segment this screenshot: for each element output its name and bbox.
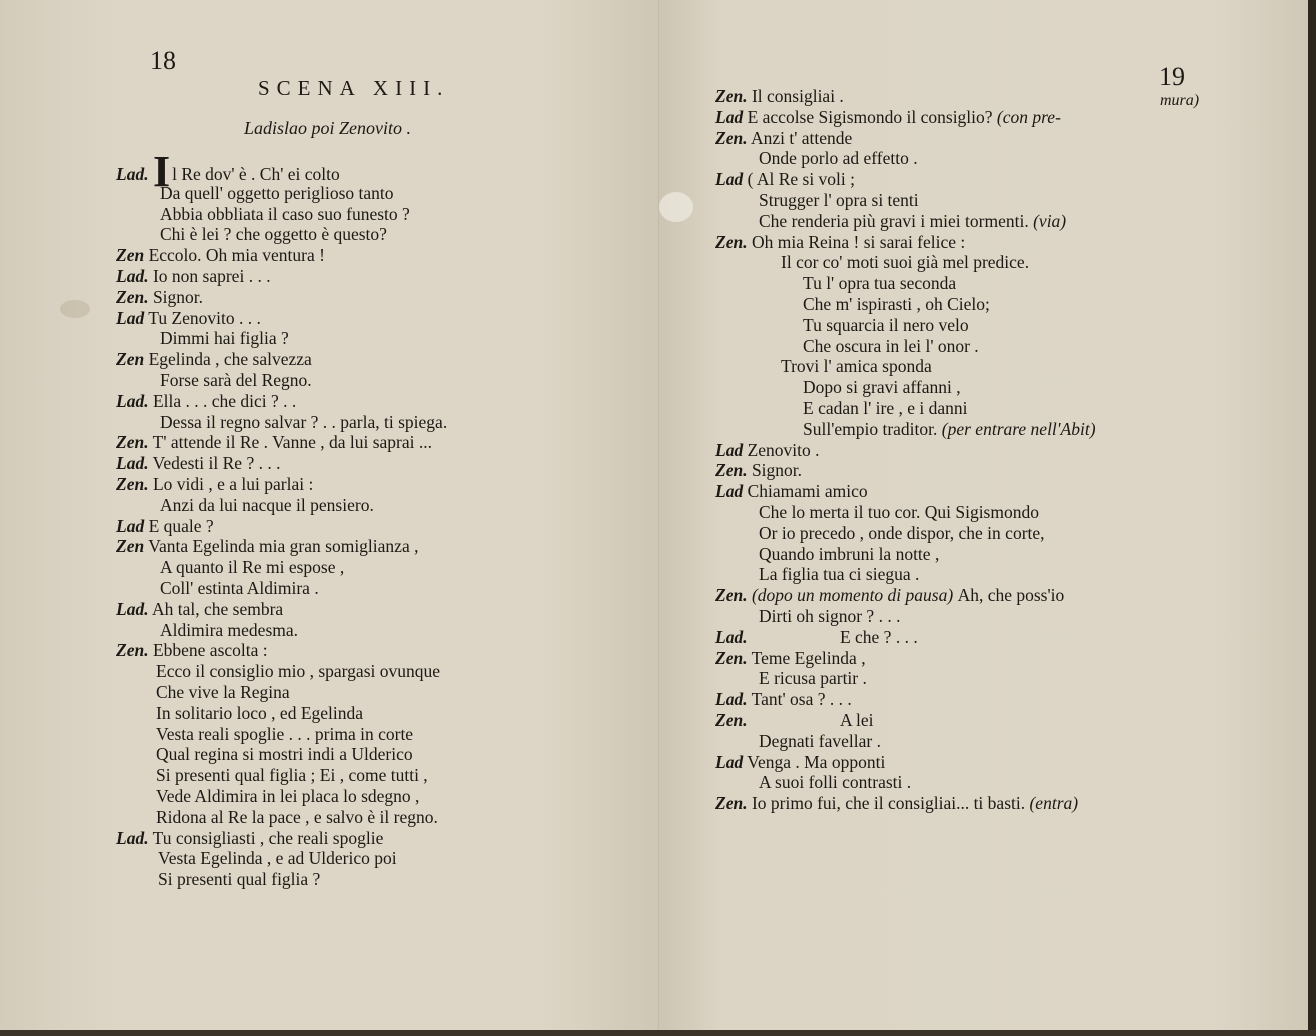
line-text: Venga . Ma opponti bbox=[747, 751, 886, 772]
right-line bbox=[715, 86, 844, 106]
speaker-label: Zen. bbox=[116, 286, 149, 307]
left-line bbox=[160, 578, 319, 598]
line-text: Tant' osa ? . . . bbox=[751, 689, 852, 710]
line-text: Signor. bbox=[152, 286, 204, 307]
speaker-label: Zen. bbox=[116, 640, 149, 661]
line-text: Tu l' opra tua seconda bbox=[803, 273, 957, 294]
left-line bbox=[156, 661, 440, 681]
line-text: Che vive la Regina bbox=[156, 682, 290, 702]
right-line bbox=[759, 523, 1045, 543]
drop-cap: I bbox=[152, 147, 171, 196]
line-text: In solitario loco , ed Egelinda bbox=[156, 702, 364, 723]
speaker-label: Lad. bbox=[116, 266, 149, 286]
right-line bbox=[715, 627, 918, 647]
stage-direction: (con pre- bbox=[996, 106, 1061, 127]
left-line bbox=[156, 807, 438, 827]
line-text: Tu Zenovito . . . bbox=[148, 307, 261, 328]
line-text: Dessa il regno salvar ? . . parla, ti spiega. bbox=[160, 411, 448, 432]
right-line bbox=[715, 232, 965, 252]
right-line bbox=[715, 169, 855, 189]
line-text: Vanta Egelinda mia gran somiglianza , bbox=[148, 536, 419, 557]
right-line bbox=[715, 107, 1061, 127]
right-line bbox=[715, 585, 1064, 605]
scene-title: SCENA XIII. bbox=[258, 76, 450, 100]
right-line bbox=[759, 190, 919, 210]
right-line bbox=[759, 606, 900, 626]
right-line bbox=[715, 648, 866, 668]
line-text: A quanto il Re mi espose , bbox=[160, 557, 345, 578]
line-text: Dimmi hai figlia ? bbox=[160, 328, 289, 349]
line-text: A lei bbox=[839, 710, 874, 730]
left-line bbox=[116, 308, 261, 328]
right-line bbox=[715, 793, 1078, 813]
right-line bbox=[803, 336, 979, 356]
speaker-label: Lad bbox=[715, 439, 744, 460]
line-text: Coll' estinta Aldimira . bbox=[160, 578, 319, 598]
line-text: Strugger l' opra si tenti bbox=[759, 190, 919, 210]
left-line bbox=[116, 391, 296, 411]
line-text: Tu consigliasti , che reali spoglie bbox=[152, 827, 384, 848]
line-text: Che m' ispirasti , oh Cielo; bbox=[803, 294, 990, 314]
speaker-label: Zen. bbox=[715, 231, 748, 252]
line-text: Quando imbruni la notte , bbox=[759, 543, 940, 564]
speaker-label: Zen. bbox=[116, 474, 149, 494]
line-text: Qual regina si mostri indi a Ulderico bbox=[156, 744, 413, 765]
line-text: Vedesti il Re ? . . . bbox=[152, 453, 281, 474]
line-text: Ebbene ascolta : bbox=[152, 640, 268, 661]
speaker-label: Zen. bbox=[715, 647, 748, 668]
speaker-label: Zen. bbox=[715, 127, 748, 148]
line-text: Ridona al Re la pace , e salvo è il regno. bbox=[156, 806, 438, 827]
line-text: Chiamami amico bbox=[747, 481, 868, 502]
line-text: Eccolo. Oh mia ventura ! bbox=[148, 245, 325, 266]
stage-direction: (via) bbox=[1033, 210, 1067, 231]
line-text: Dopo si gravi affanni , bbox=[803, 377, 961, 398]
page-number-left: 18 bbox=[150, 46, 176, 75]
left-line bbox=[160, 328, 289, 348]
speaker-label: Lad bbox=[715, 106, 744, 127]
left-line bbox=[116, 287, 203, 307]
left-line bbox=[156, 744, 413, 764]
right-line bbox=[715, 128, 852, 148]
line-text: l Re dov' è . Ch' ei colto bbox=[172, 164, 340, 184]
speaker-label: Lad. bbox=[116, 390, 149, 411]
line-text: Che oscura in lei l' onor . bbox=[803, 335, 979, 356]
right-line bbox=[803, 377, 961, 397]
line-text: ( Al Re si voli ; bbox=[747, 169, 856, 190]
line-text: Zenovito . bbox=[747, 439, 820, 460]
stage-direction: (entra) bbox=[1029, 793, 1079, 814]
right-page bbox=[658, 0, 1309, 1030]
line-text: Aldimira medesma. bbox=[160, 619, 299, 640]
line-text: Ecco il consiglio mio , spargasi ovunque bbox=[156, 661, 441, 682]
right-line bbox=[759, 148, 918, 168]
speaker-label: Zen. bbox=[715, 710, 748, 730]
scene-characters: Ladislao poi Zenovito . bbox=[244, 118, 412, 138]
speaker-label: Lad. bbox=[715, 626, 748, 647]
line-text: Trovi l' amica sponda bbox=[781, 356, 932, 377]
left-line bbox=[116, 432, 432, 452]
left-line bbox=[156, 786, 419, 806]
line-text: Io non saprei . . . bbox=[152, 266, 271, 286]
speaker-label: Zen. bbox=[715, 585, 748, 606]
line-text: Signor. bbox=[751, 460, 803, 481]
left-line bbox=[156, 765, 428, 785]
line-text: A suoi folli contrasti . bbox=[759, 772, 912, 793]
line-text: Abbia obbliata il caso suo funesto ? bbox=[160, 203, 410, 224]
line-text: E accolse Sigismondo il consiglio? bbox=[747, 106, 993, 127]
speaker-label: Lad bbox=[715, 169, 744, 190]
line-text: E quale ? bbox=[148, 515, 214, 536]
left-page bbox=[0, 0, 659, 1030]
speaker-label: Lad. bbox=[116, 598, 149, 619]
line-text: Egelinda , che salvezza bbox=[148, 349, 312, 370]
right-line bbox=[715, 752, 885, 772]
line-text: Teme Egelinda , bbox=[751, 647, 866, 668]
left-line bbox=[160, 495, 374, 515]
stage-direction: (per entrare nell'Abit) bbox=[941, 418, 1096, 439]
speaker-label: Lad bbox=[715, 481, 744, 502]
line-text: Vesta Egelinda , e ad Ulderico poi bbox=[158, 848, 397, 869]
right-line bbox=[803, 273, 956, 293]
right-line bbox=[759, 564, 919, 584]
left-line bbox=[116, 640, 268, 660]
line-text: Ah, che poss'io bbox=[957, 585, 1065, 606]
speaker-label: Zen. bbox=[715, 793, 748, 814]
right-line bbox=[715, 460, 802, 480]
right-line bbox=[715, 689, 852, 709]
line-text: Chi è lei ? che oggetto è questo? bbox=[160, 224, 387, 245]
left-line bbox=[116, 828, 383, 848]
speaker-label: Lad. bbox=[715, 689, 748, 710]
line-text: Si presenti qual figlia ; Ei , come tutti , bbox=[156, 765, 428, 786]
stage-direction: (dopo un momento di pausa) bbox=[751, 585, 958, 606]
left-line bbox=[156, 724, 413, 744]
left-line bbox=[160, 557, 344, 577]
right-line bbox=[803, 315, 969, 335]
speaker-label: Zen bbox=[116, 245, 145, 266]
speaker-label: Zen. bbox=[715, 86, 748, 106]
left-line bbox=[116, 453, 280, 473]
right-line bbox=[803, 398, 967, 418]
left-line bbox=[158, 848, 397, 868]
right-line bbox=[759, 668, 867, 688]
left-line bbox=[160, 204, 410, 224]
left-line bbox=[116, 536, 418, 556]
left-line bbox=[160, 370, 312, 390]
line-text: T' attende il Re . Vanne , da lui saprai ... bbox=[152, 432, 432, 453]
speaker-label: Lad. bbox=[116, 827, 149, 848]
left-line bbox=[156, 703, 363, 723]
line-text: Or io precedo , onde dispor, che in corte, bbox=[759, 522, 1045, 543]
right-line bbox=[759, 211, 1066, 231]
line-text: Ah tal, che sembra bbox=[152, 598, 284, 619]
right-line bbox=[759, 731, 881, 751]
right-line bbox=[803, 419, 1096, 439]
line-text: Lo vidi , e a lui parlai : bbox=[152, 474, 314, 494]
speaker-label: Zen bbox=[116, 536, 145, 557]
left-line bbox=[160, 183, 394, 203]
line-text: E che ? . . . bbox=[839, 626, 918, 647]
left-line bbox=[116, 245, 325, 265]
line-text: Onde porlo ad effetto . bbox=[759, 148, 918, 169]
speaker-label: Lad. bbox=[116, 453, 149, 474]
right-line bbox=[759, 502, 1039, 522]
left-line bbox=[156, 682, 290, 702]
line-text: Il cor co' moti suoi già mel predice. bbox=[781, 252, 1030, 273]
speaker-label: Lad bbox=[715, 751, 744, 772]
line-text: Ella . . . che dici ? . . bbox=[152, 390, 297, 411]
speaker-label: Lad bbox=[116, 515, 145, 536]
right-line bbox=[715, 481, 868, 501]
line-text: Forse sarà del Regno. bbox=[160, 370, 312, 390]
right-line bbox=[759, 544, 939, 564]
line-text: Io primo fui, che il consigliai... ti basti. bbox=[751, 793, 1026, 814]
right-line bbox=[803, 294, 990, 314]
left-line bbox=[160, 412, 447, 432]
left-line bbox=[158, 869, 320, 889]
line-text: Dirti oh signor ? . . . bbox=[759, 606, 901, 626]
line-text: Da quell' oggetto periglioso tanto bbox=[160, 182, 394, 203]
right-line bbox=[715, 440, 820, 460]
line-text: Vesta reali spoglie . . . prima in corte bbox=[156, 723, 414, 744]
line-text: Che renderia più gravi i miei tormenti. bbox=[759, 210, 1029, 231]
left-line bbox=[116, 266, 271, 286]
page-bottom-edge bbox=[0, 1030, 1316, 1036]
corner-word: mura) bbox=[1160, 92, 1200, 109]
left-line bbox=[116, 599, 283, 619]
line-text: Il consigliai . bbox=[751, 86, 844, 106]
left-line bbox=[160, 224, 387, 244]
page-edge bbox=[1308, 0, 1316, 1036]
speaker-label: Zen. bbox=[116, 432, 149, 453]
left-line bbox=[116, 474, 313, 494]
line-text: E ricusa partir . bbox=[759, 668, 867, 689]
left-line bbox=[116, 516, 214, 536]
line-text: Che lo merta il tuo cor. Qui Sigismondo bbox=[759, 502, 1039, 522]
line-text: Si presenti qual figlia ? bbox=[158, 869, 321, 890]
line-text: Sull'empio traditor. bbox=[803, 418, 938, 439]
line-text: Anzi t' attende bbox=[751, 127, 853, 148]
page-number-right: 19 bbox=[1159, 62, 1185, 91]
left-line bbox=[160, 620, 298, 640]
right-line bbox=[781, 252, 1029, 272]
speaker-label: Zen. bbox=[715, 460, 748, 481]
line-text: Tu squarcia il nero velo bbox=[803, 314, 969, 335]
speaker-label: Zen bbox=[116, 349, 145, 370]
speaker-label: Lad. bbox=[116, 164, 149, 184]
right-line bbox=[715, 710, 874, 730]
speaker-label: Lad bbox=[116, 307, 145, 328]
line-text: E cadan l' ire , e i danni bbox=[803, 398, 968, 418]
line-text: Oh mia Reina ! si sarai felice : bbox=[751, 231, 966, 252]
line-text: Anzi da lui nacque il pensiero. bbox=[160, 494, 374, 515]
right-line bbox=[781, 356, 932, 376]
right-line bbox=[759, 772, 911, 792]
left-line bbox=[116, 349, 312, 369]
line-text: Degnati favellar . bbox=[759, 730, 881, 751]
line-text: La figlia tua ci siegua . bbox=[759, 564, 920, 585]
line-text: Vede Aldimira in lei placa lo sdegno , bbox=[156, 786, 420, 806]
